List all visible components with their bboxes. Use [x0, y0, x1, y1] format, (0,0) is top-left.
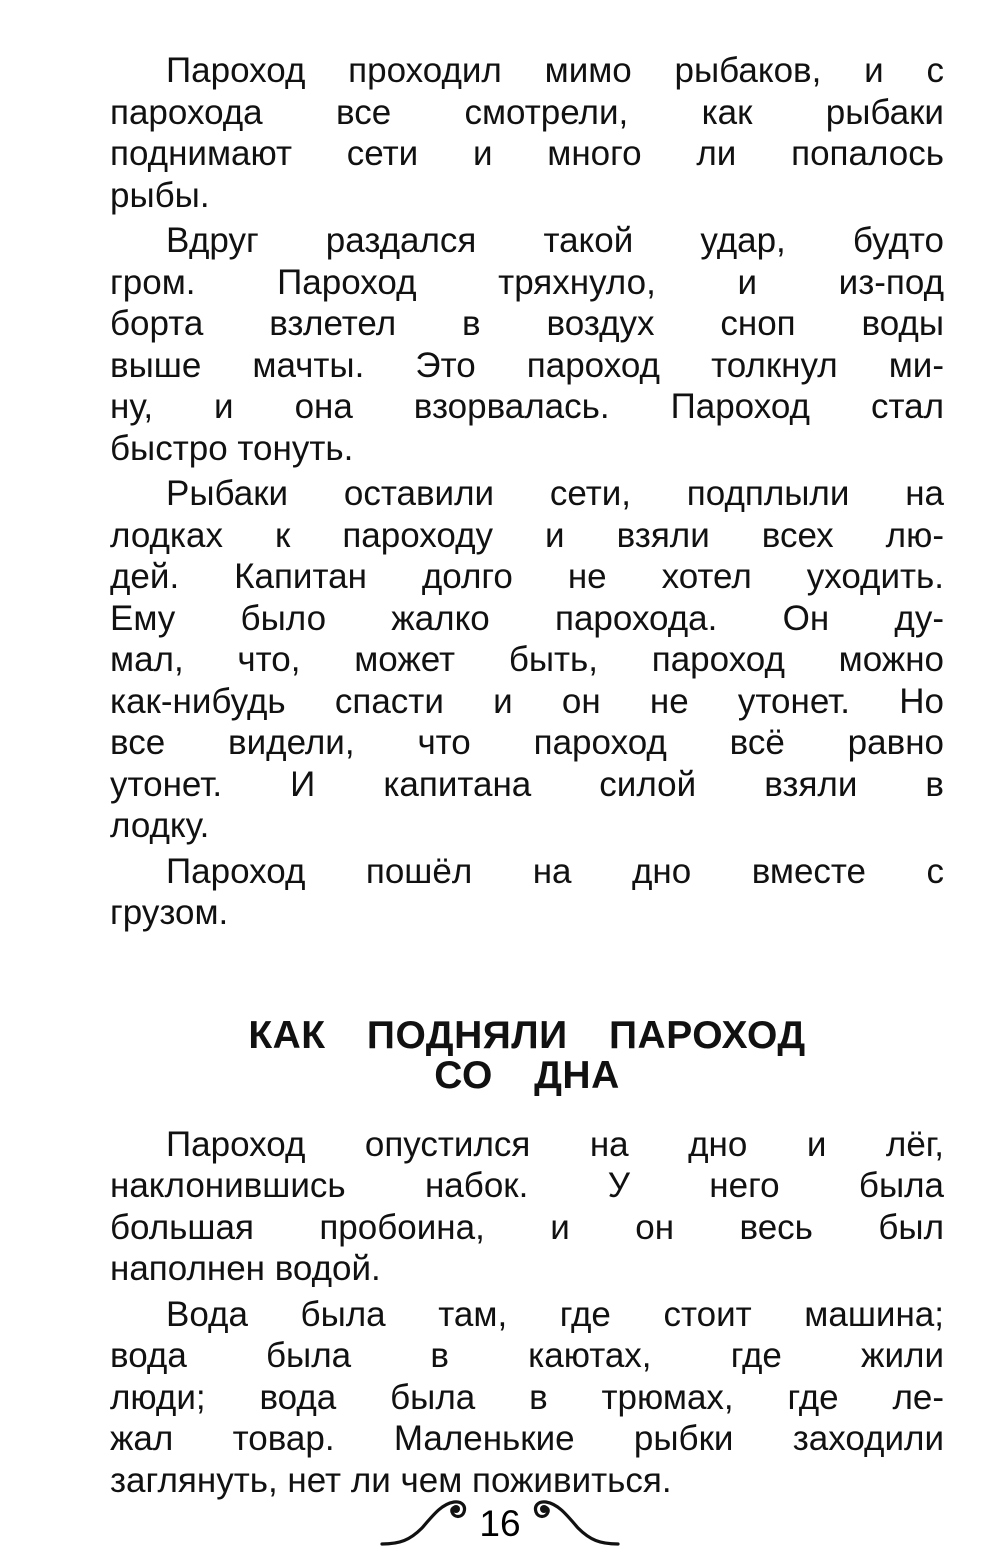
- text-line: выше мачты. Это пароход толкнул ми-: [110, 345, 944, 385]
- text-line: Пароход пошёл на дно вместе с: [166, 851, 944, 891]
- text-line: все видели, что пароход всё равно: [110, 723, 944, 762]
- scroll-ornament-icon: [380, 1492, 620, 1548]
- text-line: ну, и она взорвалась. Пароход стал: [110, 387, 944, 426]
- text-line: как-нибудь спасти и он не утонет. Но: [110, 681, 944, 721]
- text-line: утонет. И капитана силой взяли в: [110, 764, 944, 804]
- text-line: Рыбаки оставили сети, подплыли на: [166, 474, 944, 513]
- text-line: Вдруг раздался такой удар, будто: [166, 221, 944, 260]
- text-line: лодку.: [110, 806, 210, 845]
- heading-line-1: КАК ПОДНЯЛИ ПАРОХОД: [248, 1013, 806, 1057]
- text-line: дей. Капитан долго не хотел уходить.: [110, 557, 944, 596]
- paragraph: [110, 473, 944, 847]
- text-line: гром. Пароход тряхнуло, и из-под: [110, 262, 944, 302]
- page-footer: [0, 1490, 1000, 1550]
- text-line: поднимают сети и много ли попалось: [110, 134, 944, 173]
- text-line: лодках к пароходу и взяли всех лю-: [110, 515, 944, 555]
- paragraph: [110, 220, 944, 469]
- text-line: люди; вода была в трюмах, где ле-: [110, 1377, 944, 1417]
- text-line: наклонившись набок. У него была: [110, 1166, 944, 1205]
- heading-line-2: СО ДНА: [434, 1053, 620, 1097]
- text-line: Ему было жалко парохода. Он ду-: [110, 598, 944, 638]
- text-line: большая пробоина, и он весь был: [110, 1207, 944, 1247]
- paragraph: [110, 1294, 944, 1502]
- chapter-heading: [110, 1013, 944, 1097]
- text-line: жал товар. Маленькие рыбки заходили: [110, 1419, 944, 1458]
- paragraph: [110, 851, 944, 934]
- text-line: заглянуть, нет ли чем поживиться.: [110, 1460, 672, 1500]
- text-line: быстро тонуть.: [110, 428, 354, 468]
- bottom-section: [110, 1124, 944, 1502]
- page-number: 16: [479, 1503, 521, 1544]
- page-body: [110, 50, 944, 1505]
- text-line: вода была в каютах, где жили: [110, 1336, 944, 1375]
- text-line: грузом.: [110, 893, 229, 932]
- text-line: мал, что, может быть, пароход можно: [110, 640, 944, 679]
- text-line: рыбы.: [110, 175, 210, 215]
- text-line: Вода была там, где стоит машина;: [166, 1294, 944, 1334]
- section-gap: [110, 938, 944, 1016]
- text-line: Пароход опустился на дно и лёг,: [166, 1124, 944, 1164]
- top-section: [110, 50, 944, 934]
- paragraph: [110, 1124, 944, 1290]
- text-line: парохода все смотрели, как рыбаки: [110, 92, 944, 132]
- text-line: наполнен водой.: [110, 1249, 381, 1288]
- text-line: Пароход проходил мимо рыбаков, и с: [166, 51, 944, 90]
- paragraph: [110, 50, 944, 216]
- text-line: борта взлетел в воздух сноп воды: [110, 304, 944, 343]
